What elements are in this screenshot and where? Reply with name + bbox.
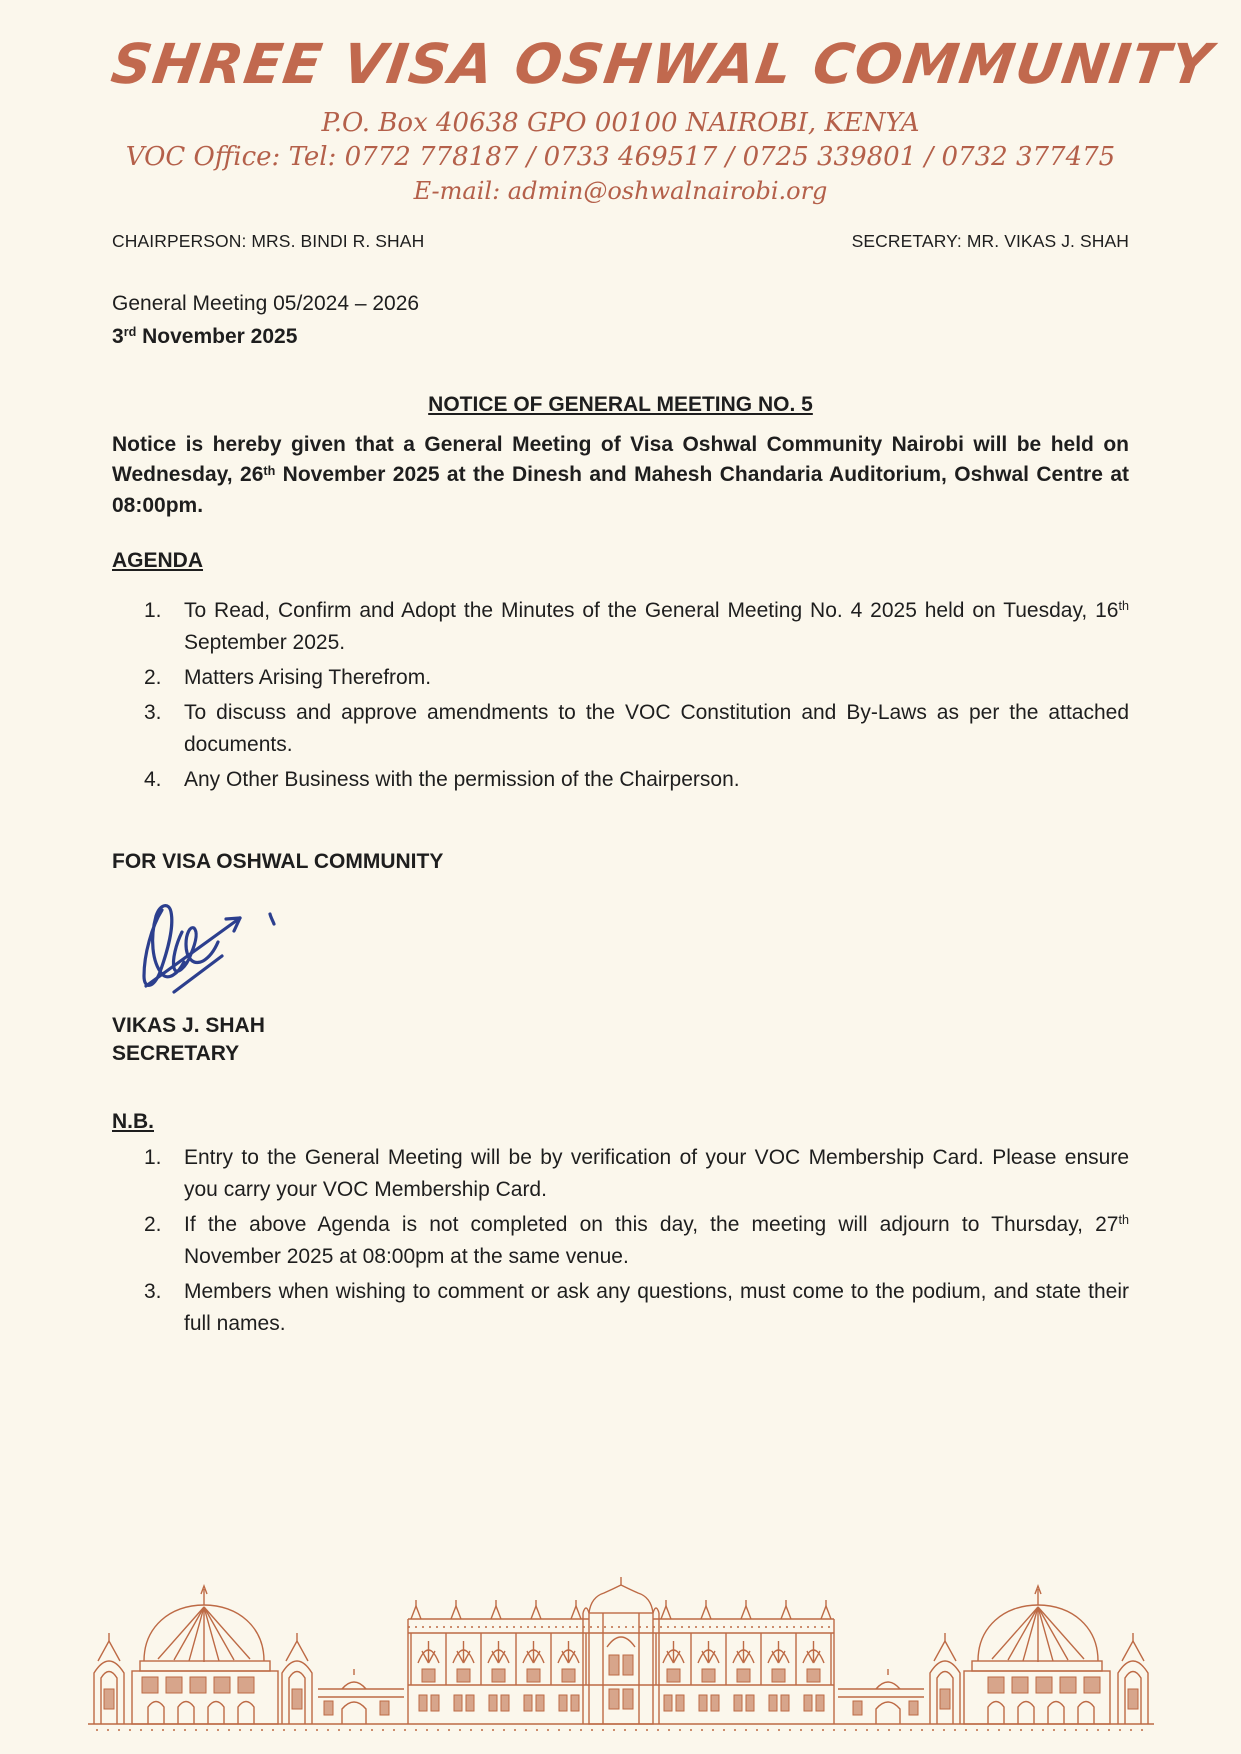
meeting-reference: General Meeting 05/2024 – 2026 (112, 292, 420, 315)
signatory-block (112, 1012, 1129, 1069)
agenda-item-text: Any Other Business with the permission of the Chairperson. (184, 767, 740, 791)
email-line: E-mail: admin@oshwalnairobi.org (413, 177, 828, 205)
nb-item-number: 3. (144, 1280, 162, 1304)
nb-heading: N.B. (112, 1110, 154, 1134)
officers-row (112, 231, 1129, 252)
nb-item-3 (112, 1276, 1129, 1340)
oshwal-centre-illustration (86, 1577, 1156, 1735)
po-box-line: P.O. Box 40638 GPO 00100 NAIROBI, KENYA (321, 108, 920, 138)
signature-ink (118, 888, 288, 1000)
agenda-item-number: 3. (144, 701, 162, 725)
agenda-item-3 (112, 697, 1129, 761)
org-name: SHREE VISA OSHWAL COMMUNITY (107, 32, 1217, 96)
signatory-name: VIKAS J. SHAH (112, 1013, 265, 1037)
agenda-item-4 (112, 764, 1129, 796)
nb-item-text: Entry to the General Meeting will be by verification of your VOC Membership Card. Please ensure you carry your VOC Membership Card. (184, 1146, 1129, 1202)
nb-item-number: 2. (144, 1213, 162, 1237)
agenda-heading: AGENDA (112, 549, 204, 573)
agenda-item-text: To discuss and approve amendments to the VOC Constitution and By-Laws as per the attached documents. (184, 701, 1129, 756)
agenda-item-number: 1. (144, 599, 162, 623)
footer-illustration-wrap (0, 1577, 1241, 1740)
agenda-item-number: 2. (144, 666, 162, 690)
nb-item-1 (112, 1142, 1129, 1206)
phone-line: VOC Office: Tel: 0772 778187 / 0733 469517 / 0725 339801 / 0732 377475 (125, 142, 1116, 172)
notice-body: Notice is hereby given that a General Meeting of Visa Oshwal Community Nairobi will be held on Wednesday, 26th November 2025 at the Dinesh and Mahesh Chandaria Auditorium, Oshwal Centre at 08:00pm. (112, 433, 1129, 517)
nb-item-text: If the above Agenda is not completed on this day, the meeting will adjourn to Thursday, 27th November 2025 at 08:00pm at the same venue. (184, 1213, 1129, 1269)
signatory-title: SECRETARY (112, 1042, 240, 1066)
for-community-line: FOR VISA OSHWAL COMMUNITY (112, 849, 444, 873)
agenda-item-number: 4. (144, 767, 162, 791)
agenda-item-2 (112, 662, 1129, 694)
nb-item-text: Members when wishing to comment or ask any questions, must come to the podium, and state their full names. (184, 1280, 1129, 1335)
nb-list (112, 1142, 1129, 1339)
secretary-line: SECRETARY: MR. VIKAS J. SHAH (851, 231, 1129, 251)
letter-date: 3rd November 2025 (112, 325, 298, 348)
nb-item-number: 1. (144, 1146, 162, 1170)
agenda-item-text: To Read, Confirm and Adopt the Minutes of the General Meeting No. 4 2025 held on Tuesday, 16th September 2025. (184, 599, 1129, 655)
nb-item-2 (112, 1209, 1129, 1273)
agenda-item-1 (112, 595, 1129, 659)
chairperson-line: CHAIRPERSON: MRS. BINDI R. SHAH (112, 231, 425, 251)
agenda-list (112, 595, 1129, 795)
notice-title: NOTICE OF GENERAL MEETING NO. 5 (428, 393, 813, 416)
agenda-item-text: Matters Arising Therefrom. (184, 666, 432, 690)
